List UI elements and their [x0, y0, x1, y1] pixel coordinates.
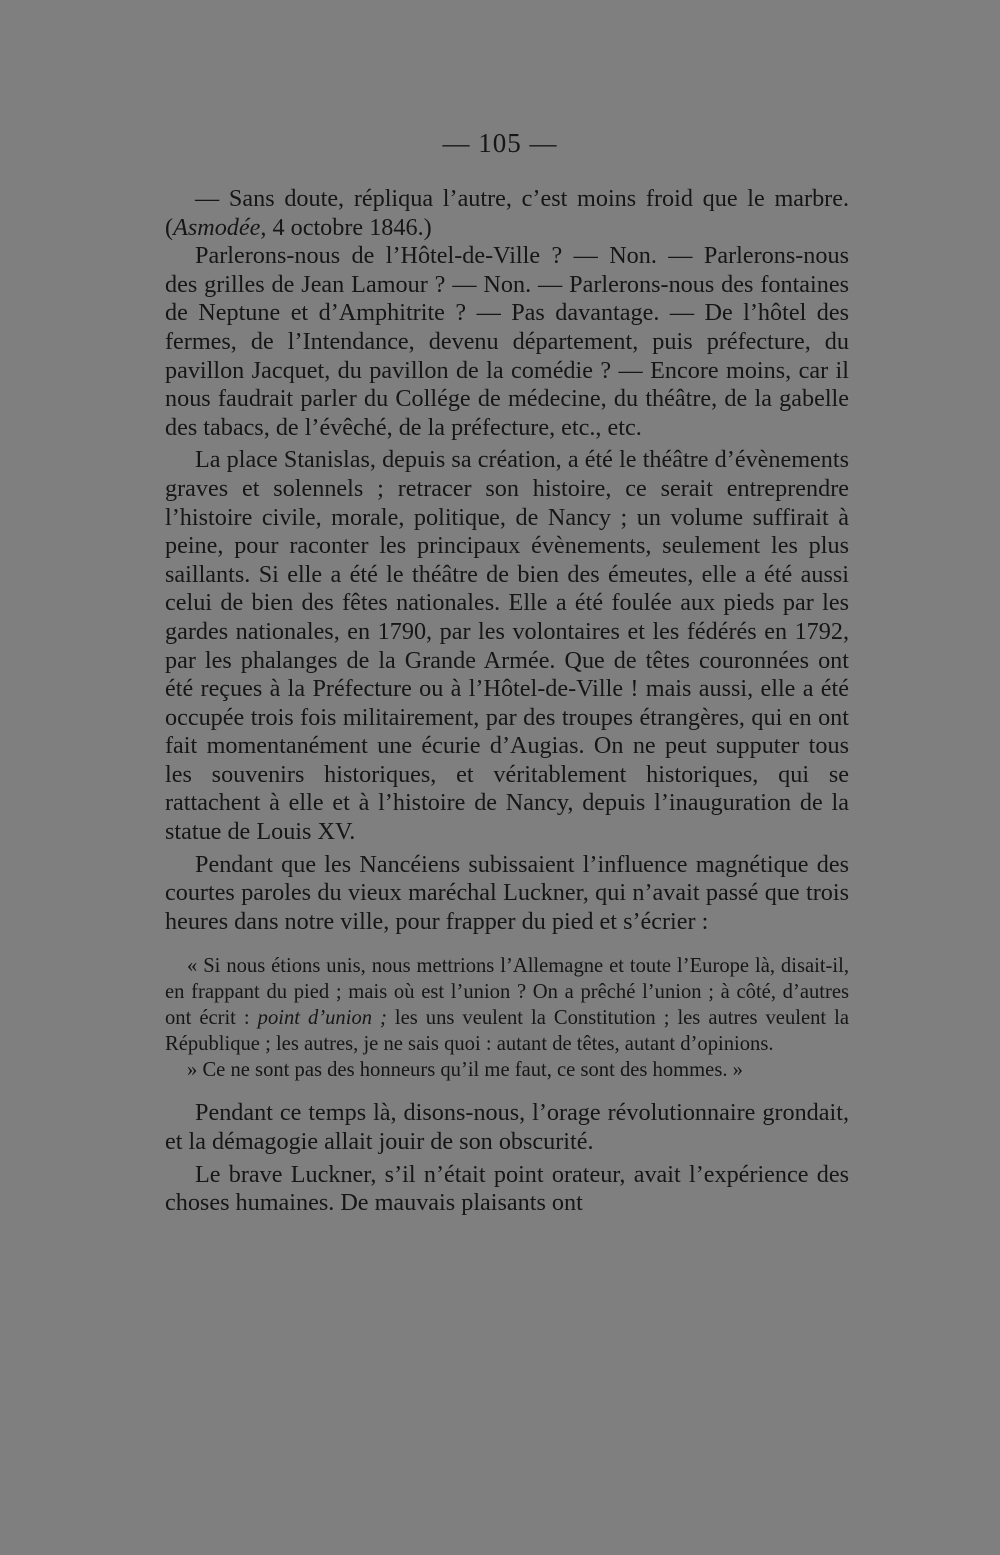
quote-paragraph-hommes: » Ce ne sont pas des honneurs qu’il me faut, ce sont des hommes. »	[187, 1058, 743, 1081]
paragraph-luckner-intro: Pendant que les Nancéiens subissaient l’influence magnétique des courtes paroles du vieux maréchal Luckner, qui n’avait passé que trois heures dans notre ville, pour frapper du pied et s’écrier :	[165, 850, 849, 935]
paragraph-place-stanislas: La place Stanislas, depuis sa création, a été le théâtre d’évènements graves et solennels ; retracer son histoire, ce serait entreprendre l’histoire civile, morale, politique, de Nancy ; un volume suffirait à peine, pour raconter les principaux évènements, seulement les plus saillants. Si elle a été le théâtre de bien des émeutes, elle a été aussi celui de bien des fêtes nationales. Elle a été foulée aux pieds par les gardes nationales, en 1790, par les volontaires et les fédérés en 1792, par les phalanges de la Grande Armée. Que de têtes couronnées ont été reçues à la Préfecture ou à l’Hôtel-de-Ville ! mais aussi, elle a été occupée trois fois militairement, par des troupes étrangères, qui en ont fait momentanément une écurie d’Augias. On ne peut supputer tous les souvenirs historiques, et véritablement historiques, qui se rattachent à elle et à l’histoire de Nancy, depuis l’inauguration de la statue de Louis XV.	[165, 446, 849, 846]
paragraph-asmodee-quote: — Sans doute, répliqua l’autre, c’est moins froid que le marbre. (Asmodée, 4 octobre 1846.)	[165, 185, 849, 241]
paragraph-monuments: Parlerons-nous de l’Hôtel-de-Ville ? — Non. — Parlerons-nous des grilles de Jean Lamour ? — Non. — Parlerons-nous des fontaines de Neptune et d’Amphitrite ? — Pas davantage. — De l’hôtel des fermes, de l’Intendance, devenu département, puis préfecture, du pavillon Jacquet, du pavillon de la comédie ? — Encore moins, car il nous faudrait parler du Collége de médecine, du théâtre, de la gabelle des tabacs, de l’évêché, de la préfecture, etc., etc.	[165, 242, 849, 441]
source-title: Asmodée,	[173, 213, 267, 241]
paragraph-orage: Pendant ce temps là, disons-nous, l’orage révolutionnaire grondait, et la démagogie allait jouir de son obscurité.	[165, 1099, 849, 1156]
quote-paragraph-union: « Si nous étions unis, nous mettrions l’Allemagne et toute l’Europe là, disait-il, en frappant du pied ; mais où est l’union ? On a prêché l’union ; à côté, d’autres ont écrit : point d’union ; les uns veulent la Constitution ; les autres veulent la République ; les autres, je ne sais quoi : autant de têtes, autant d’opinions.	[165, 955, 849, 1055]
body-text	[165, 185, 849, 1218]
quote-emphasis: point d’union ;	[257, 1007, 387, 1030]
page-number: — 105 —	[442, 128, 558, 158]
luckner-quote	[165, 954, 849, 1083]
paragraph-brave-luckner: Le brave Luckner, s’il n’était point orateur, avait l’expérience des choses humaines. De mauvais plaisants ont	[165, 1160, 849, 1217]
